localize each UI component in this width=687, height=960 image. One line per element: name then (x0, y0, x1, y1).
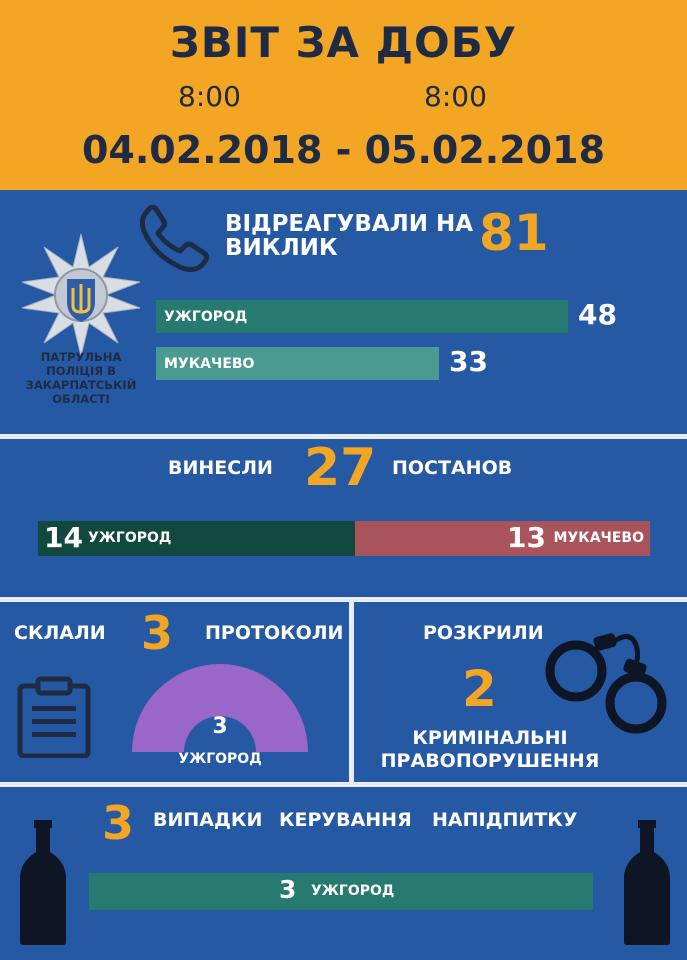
crimes-suffix-line2: ПРАВОПОРУШЕННЯ (380, 750, 600, 772)
dui-word2: КЕРУВАННЯ (279, 809, 412, 831)
bottle-icon (18, 818, 68, 950)
resolutions-left-value: 14 (44, 521, 83, 554)
org-caption: ПАТРУЛЬНА ПОЛІЦІЯ В ЗАКАРПАТСЬКІЙ ОБЛАСТІ (25, 350, 137, 406)
divider (0, 597, 687, 602)
protocols-total: 3 (141, 606, 174, 660)
calls-bar-0 (156, 300, 568, 333)
resolutions-right-value: 13 (507, 521, 546, 554)
bottle-icon (622, 818, 672, 950)
protocols-prefix: СКЛАЛИ (14, 622, 106, 644)
dui-total: 3 (102, 796, 135, 850)
vertical-divider (349, 602, 354, 782)
crimes-total: 2 (462, 660, 497, 718)
time-start: 8:00 (178, 80, 241, 113)
resolutions-left-city: УЖГОРОД (88, 530, 172, 546)
resolutions-right-city: МУКАЧЕВО (553, 530, 644, 546)
police-badge-icon (18, 232, 144, 358)
resolutions-prefix: ВИНЕСЛИ (168, 457, 273, 479)
resolutions-total: 27 (304, 438, 377, 498)
handcuffs-icon (540, 615, 674, 743)
calls-bar-city: МУКАЧЕВО (164, 355, 255, 372)
calls-total: 81 (479, 204, 549, 262)
resolutions-bar-right (355, 521, 650, 556)
protocols-gauge (130, 662, 310, 758)
calls-bar-value: 33 (449, 345, 488, 378)
dui-bar-value: 3 (279, 875, 297, 904)
dui-bar-city: УЖГОРОД (311, 883, 395, 899)
resolutions-suffix: ПОСТАНОВ (392, 457, 513, 479)
dui-word3: НАПІДПИТКУ (432, 809, 578, 831)
calls-bar-1 (156, 347, 439, 380)
time-end: 8:00 (424, 80, 487, 113)
gauge-value: 3 (212, 714, 228, 739)
header-banner (0, 0, 687, 190)
dui-word1: ВИПАДКИ (153, 809, 263, 831)
crimes-prefix: РОЗКРИЛИ (423, 622, 544, 644)
dui-bar (89, 873, 593, 910)
report-title: ЗВІТ ЗА ДОБУ (169, 18, 518, 67)
calls-bar-city: УЖГОРОД (164, 308, 248, 325)
resolutions-bar-left (38, 521, 355, 556)
calls-label: ВІДРЕАГУВАЛИ НА ВИКЛИК (225, 211, 474, 261)
gauge-city: УЖГОРОД (178, 751, 262, 767)
protocols-suffix: ПРОТОКОЛИ (205, 622, 344, 644)
clipboard-icon (16, 676, 92, 762)
phone-icon (136, 205, 220, 279)
date-range: 04.02.2018 - 05.02.2018 (81, 128, 606, 172)
divider (0, 782, 687, 787)
crimes-suffix-line1: КРИМІНАЛЬНІ (412, 727, 568, 749)
calls-bar-value: 48 (578, 298, 617, 331)
